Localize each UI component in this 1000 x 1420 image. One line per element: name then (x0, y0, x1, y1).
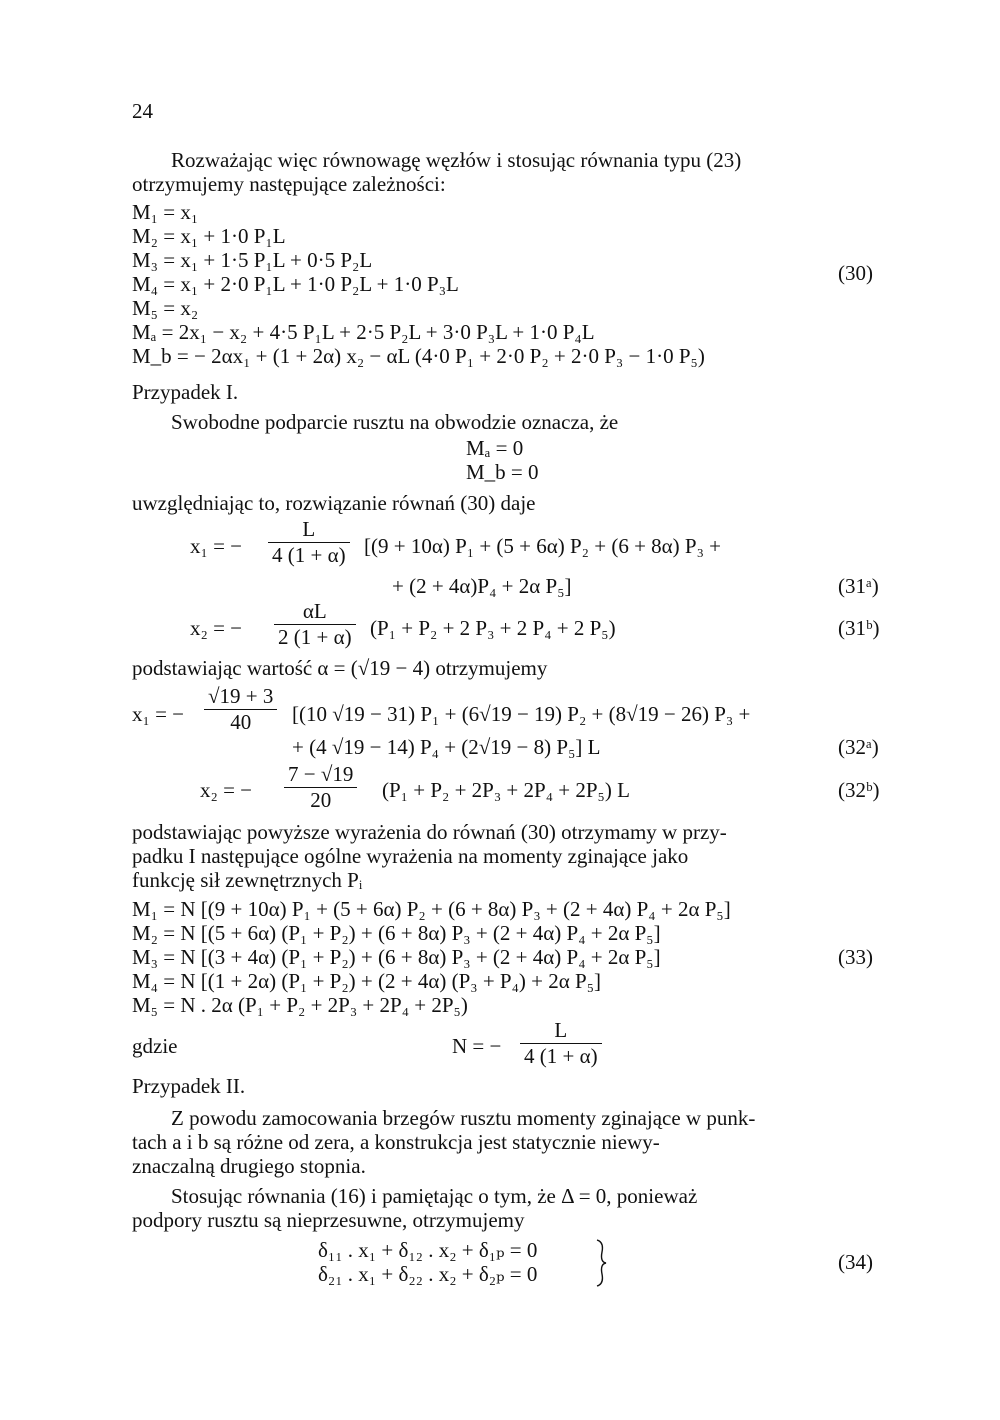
eq30-line: M₃ = x₁ + 1·5 P₁L + 0·5 P₂L (132, 248, 373, 272)
eq33-line: M₁ = N [(9 + 10α) P₁ + (5 + 6α) P₂ + (6 + 8α) P₃ + (2 + 4α) P₄ + 2α P₅] (132, 897, 731, 921)
eq32a-line2: + (4 √19 − 14) P₄ + (2√19 − 8) P₅] L (292, 735, 601, 759)
eq31b-rest: (P₁ + P₂ + 2 P₃ + 2 P₄ + 2 P₅) (370, 616, 616, 640)
para3-line-3: znaczalną drugiego stopnia. (132, 1154, 366, 1178)
eq31b-number: (31ᵇ) (838, 616, 880, 640)
eq30-line: Mₐ = 2x₁ − x₂ + 4·5 P₁L + 2·5 P₂L + 3·0 P₃L + 1·0 P₄L (132, 320, 595, 344)
intro-line-1: Rozważając więc równowagę węzłów i stosując równania typu (23) (171, 148, 742, 172)
eq33-number: (33) (838, 945, 873, 969)
case1-heading: Przypadek I. (132, 380, 239, 404)
page-number: 24 (132, 99, 153, 123)
para4-line-1: Stosując równania (16) i pamiętając o tym, że Δ = 0, ponieważ (171, 1184, 698, 1208)
gdzie-word: gdzie (132, 1034, 178, 1058)
intro-line-2: otrzymujemy następujące zależności: (132, 172, 446, 196)
eq34-line: δ₂₁ . x₁ + δ₂₂ . x₂ + δ₂ₚ = 0 (318, 1262, 538, 1286)
eq31b-fraction (274, 601, 356, 648)
gdzie-fraction (520, 1020, 602, 1067)
eq33-line: M₅ = N . 2α (P₁ + P₂ + 2P₃ + 2P₄ + 2P₅) (132, 993, 468, 1017)
eq32b-denominator: 20 (284, 787, 357, 811)
eq31a-lhs: x₁ = − (190, 534, 243, 558)
eq32b-rest: (P₁ + P₂ + 2P₃ + 2P₄ + 2P₅) L (382, 778, 630, 802)
eq30-line: M₁ = x₁ (132, 200, 199, 224)
eq32a-numerator: √19 + 3 (208, 684, 274, 708)
eq34-line: δ₁₁ . x₁ + δ₁₂ . x₂ + δ₁ₚ = 0 (318, 1238, 538, 1262)
para4-line-2: podpory rusztu są nieprzesuwne, otrzymujemy (132, 1208, 525, 1232)
case1-text: Swobodne podparcie rusztu na obwodzie oznacza, że (171, 410, 619, 434)
eq30-line: M_b = − 2αx₁ + (1 + 2α) x₂ − αL (4·0 P₁ + 2·0 P₂ + 2·0 P₃ − 1·0 P₅) (132, 344, 705, 368)
eq31a-line2: + (2 + 4α)P₄ + 2α P₅] (392, 574, 572, 598)
eq32a-denominator: 40 (204, 709, 277, 733)
para2-line-1: podstawiając powyższe wyrażenia do równań (30) otrzymamy w przy- (132, 820, 727, 844)
eq31a-numerator: L (302, 517, 316, 541)
eq31a-denominator: 4 (1 + α) (268, 542, 350, 566)
eq32b-numerator: 7 − √19 (288, 762, 354, 786)
eq32b-lhs: x₂ = − (200, 778, 253, 802)
case1-after: uwzględniając to, rozwiązanie równań (30) daje (132, 491, 536, 515)
eq32b-number: (32ᵇ) (838, 778, 880, 802)
substitute-line: podstawiając wartość α = (√19 − 4) otrzymujemy (132, 656, 548, 680)
eq32a-line1: [(10 √19 − 31) P₁ + (6√19 − 19) P₂ + (8√19 − 26) P₃ + (292, 702, 751, 726)
para2-line-2: padku I następujące ogólne wyrażenia na momenty zginające jako (132, 844, 689, 868)
eq32a-lhs: x₁ = − (132, 702, 185, 726)
case2-heading: Przypadek II. (132, 1074, 246, 1098)
eq33-line: M₂ = N [(5 + 6α) (P₁ + P₂) + (6 + 8α) P₃ + (2 + 4α) P₄ + 2α P₅] (132, 921, 661, 945)
para2-line-3: funkcję sił zewnętrznych Pᵢ (132, 868, 363, 892)
eq34-number: (34) (838, 1250, 873, 1274)
eq31a-number: (31ᵃ) (838, 574, 879, 598)
eq33-line: M₄ = N [(1 + 2α) (P₁ + P₂) + (2 + 4α) (P₃ + P₄) + 2α P₅] (132, 969, 602, 993)
gdzie-denominator: 4 (1 + α) (520, 1043, 602, 1067)
gdzie-numerator: L (554, 1018, 568, 1042)
eq32a-fraction (204, 686, 277, 733)
eq31b-numerator: αL (302, 599, 327, 623)
case1-condition-a: Mₐ = 0 (466, 436, 524, 460)
para3-line-2: tach a i b są różne od zera, a konstrukcja jest statycznie niewy- (132, 1130, 660, 1154)
eq30-line: M₅ = x₂ (132, 296, 199, 320)
eq30-line: M₄ = x₁ + 2·0 P₁L + 1·0 P₂L + 1·0 P₃L (132, 272, 459, 296)
eq30-number: (30) (838, 261, 873, 285)
eq34-brace-path (597, 1240, 606, 1286)
eq34-brace (594, 1238, 610, 1288)
case1-condition-b: M_b = 0 (466, 460, 539, 484)
eq31b-lhs: x₂ = − (190, 616, 243, 640)
eq31b-denominator: 2 (1 + α) (274, 624, 356, 648)
eq32a-number: (32ᵃ) (838, 735, 879, 759)
eq31a-fraction (268, 519, 350, 566)
eq32b-fraction (284, 764, 357, 811)
para3-line-1: Z powodu zamocowania brzegów rusztu momenty zginające w punk- (171, 1106, 756, 1130)
eq30-line: M₂ = x₁ + 1·0 P₁L (132, 224, 286, 248)
eq33-line: M₃ = N [(3 + 4α) (P₁ + P₂) + (6 + 8α) P₃ + (2 + 4α) P₄ + 2α P₅] (132, 945, 661, 969)
gdzie-lhs: N = − (452, 1034, 502, 1058)
eq31a-line1: [(9 + 10α) P₁ + (5 + 6α) P₂ + (6 + 8α) P₃ + (364, 534, 722, 558)
